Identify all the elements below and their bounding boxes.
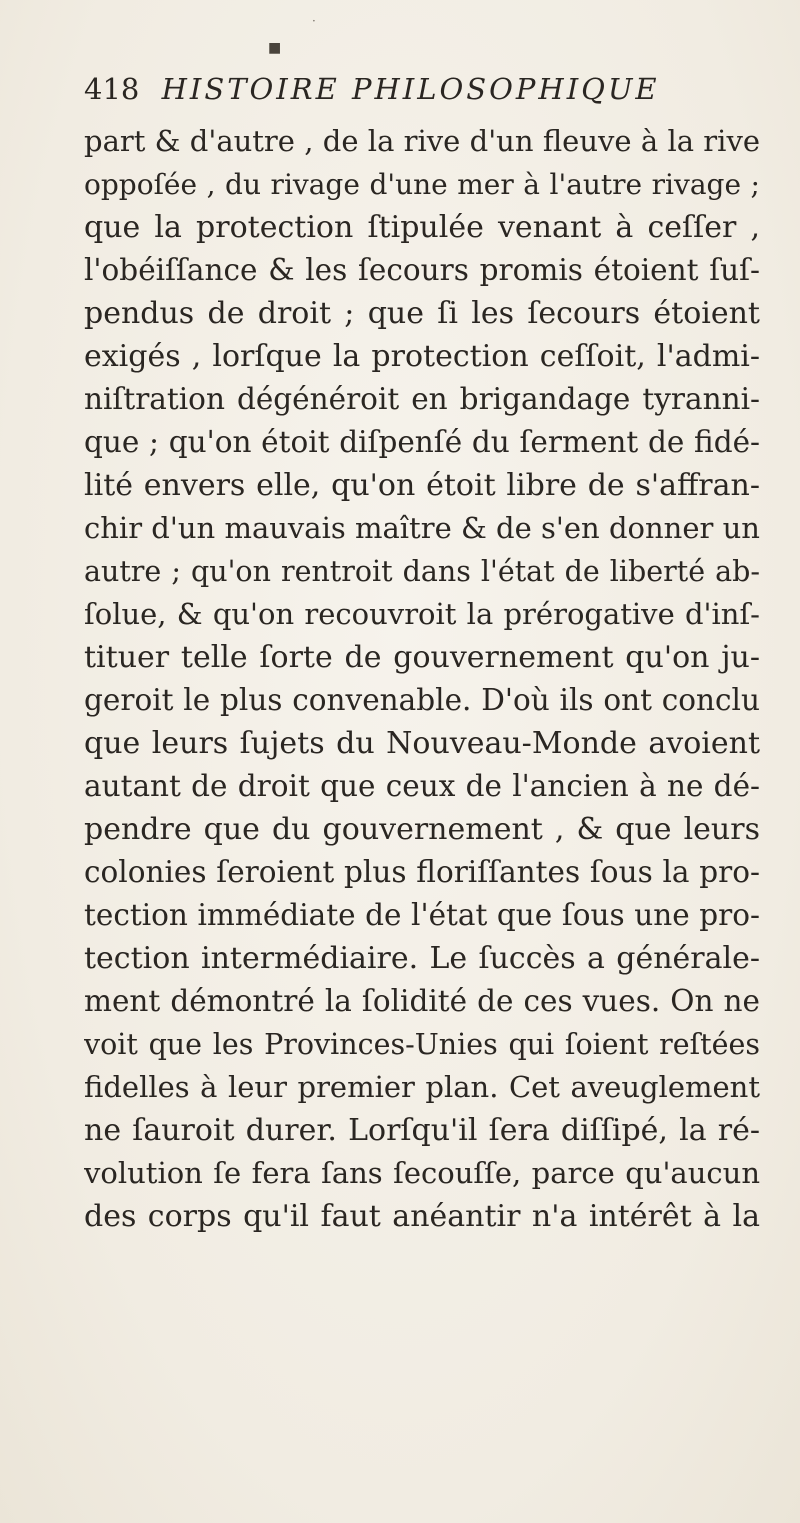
text-line: ne ſauroit durer. Lorſqu'il ſera diſſipé, la ré-: [84, 1113, 760, 1148]
text-line: autre ; qu'on rentroit dans l'état de liberté ab-: [84, 555, 760, 588]
running-head: [84, 72, 744, 118]
running-title: HISTOIRE PHILOSOPHIQUE: [161, 72, 660, 106]
text-line: volution ſe fera ſans ſecouſſe, parce qu'aucun: [84, 1156, 760, 1190]
text-line: que ; qu'on étoit diſpenſé du ſerment de fidé-: [84, 425, 760, 459]
text-line: tection immédiate de l'état que ſous une pro-: [84, 898, 760, 932]
text-line: pendus de droit ; que ſi les ſecours étoient: [84, 296, 760, 331]
print-speck: ■: [268, 40, 282, 56]
text-line: tection intermédiaire. Le ſuccès a générale-: [84, 941, 760, 976]
text-line: que leurs ſujets du Nouveau-Monde avoient: [84, 726, 760, 761]
page-number: 418: [84, 72, 140, 106]
text-line: tituer telle ſorte de gouvernement qu'on ju-: [84, 640, 760, 675]
text-line: geroit le plus convenable. D'où ils ont conclu: [84, 683, 760, 717]
text-line: colonies ſeroient plus floriſſantes ſous la pro-: [84, 855, 760, 889]
print-speck: ·: [312, 14, 316, 28]
text-line: exigés , lorſque la protection ceſſoit, l'admi-: [84, 339, 760, 374]
text-line: chir d'un mauvais maître & de s'en donner un: [84, 511, 760, 545]
text-line: niſtration dégénéroit en brigandage tyranni-: [84, 382, 760, 416]
text-line: lité envers elle, qu'on étoit libre de s'affran-: [84, 468, 760, 503]
text-line: ſolue, & qu'on recouvroit la prérogative d'inſ-: [84, 597, 760, 631]
body-text: [84, 120, 760, 1238]
text-line: des corps qu'il faut anéantir n'a intérêt à la: [84, 1199, 760, 1234]
text-line: l'obéiſſance & les ſecours promis étoient ſuſ-: [84, 253, 760, 287]
text-line: part & d'autre , de la rive d'un fleuve à la rive: [84, 124, 760, 158]
text-line: oppoſée , du rivage d'une mer à l'autre rivage ;: [84, 168, 760, 201]
text-line: ment démontré la ſolidité de ces vues. On ne: [84, 984, 760, 1018]
text-line: que la protection ſtipulée venant à ceſſer ,: [84, 210, 760, 245]
text-line: voit que les Provinces-Unies qui ſoient reſtées: [84, 1028, 760, 1061]
text-line: fidelles à leur premier plan. Cet aveuglement: [84, 1070, 760, 1104]
text-line: autant de droit que ceux de l'ancien à ne dé-: [84, 769, 760, 803]
text-line: pendre que du gouvernement , & que leurs: [84, 812, 760, 847]
